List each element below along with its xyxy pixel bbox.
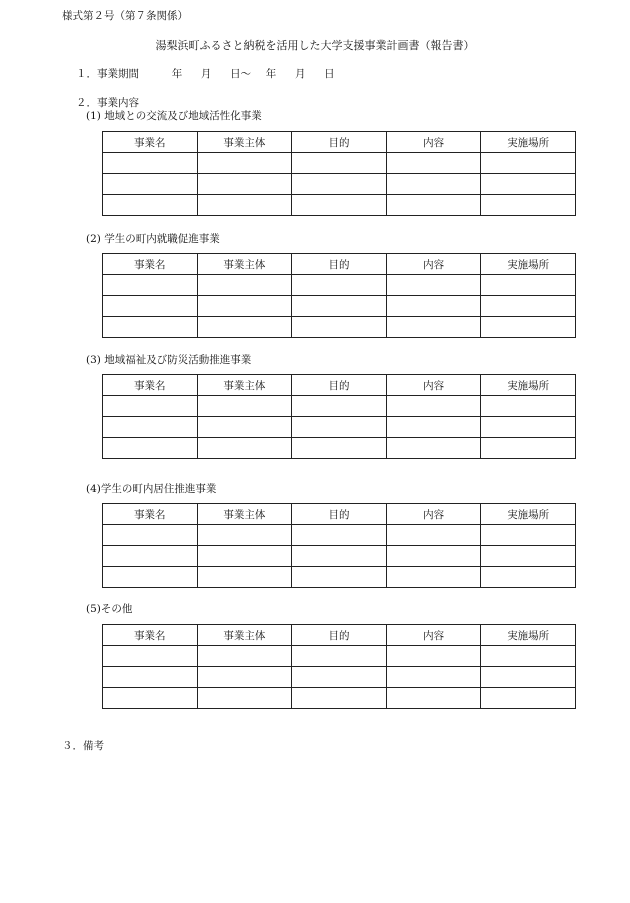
table-row	[103, 438, 576, 459]
table-cell[interactable]	[386, 153, 481, 174]
period-label: １．事業期間	[76, 68, 139, 80]
table-cell[interactable]	[103, 396, 198, 417]
table-cell[interactable]	[292, 317, 387, 338]
table-cell[interactable]	[197, 688, 292, 709]
project-table	[102, 624, 576, 709]
table-cell[interactable]	[103, 688, 198, 709]
column-header: 目的	[292, 625, 387, 646]
table-cell[interactable]	[386, 646, 481, 667]
column-header: 内容	[386, 132, 481, 153]
table-row	[103, 525, 576, 546]
column-header: 事業主体	[197, 375, 292, 396]
table-row	[103, 567, 576, 588]
table-cell[interactable]	[292, 646, 387, 667]
table-cell[interactable]	[197, 396, 292, 417]
table-cell[interactable]	[292, 567, 387, 588]
table-cell[interactable]	[481, 396, 576, 417]
table-header-row	[103, 504, 576, 525]
table-cell[interactable]	[386, 195, 481, 216]
table-row	[103, 317, 576, 338]
column-header: 内容	[386, 375, 481, 396]
remarks-heading: ３．備考	[62, 740, 104, 752]
column-header: 事業名	[103, 625, 198, 646]
table-cell[interactable]	[481, 525, 576, 546]
table-cell[interactable]	[197, 153, 292, 174]
table-cell[interactable]	[292, 195, 387, 216]
table-cell[interactable]	[292, 296, 387, 317]
column-header: 実施場所	[481, 375, 576, 396]
column-header: 事業主体	[197, 254, 292, 275]
table-cell[interactable]	[103, 317, 198, 338]
table-cell[interactable]	[197, 546, 292, 567]
table-cell[interactable]	[481, 153, 576, 174]
table-cell[interactable]	[292, 153, 387, 174]
table-cell[interactable]	[481, 688, 576, 709]
section-title: (2) 学生の町内就職促進事業	[86, 233, 220, 245]
section-title: (4)学生の町内居住推進事業	[86, 483, 217, 495]
table-cell[interactable]	[386, 546, 481, 567]
table-cell[interactable]	[197, 646, 292, 667]
table-cell[interactable]	[197, 275, 292, 296]
table-header-row	[103, 625, 576, 646]
table-cell[interactable]	[292, 174, 387, 195]
table-cell[interactable]	[103, 546, 198, 567]
project-period-row	[76, 69, 335, 80]
column-header: 事業名	[103, 254, 198, 275]
table-cell[interactable]	[292, 275, 387, 296]
table-cell[interactable]	[197, 438, 292, 459]
column-header: 事業名	[103, 504, 198, 525]
form-number-label: 様式第２号（第７条関係）	[62, 10, 188, 22]
table-cell[interactable]	[481, 296, 576, 317]
section-title: (3) 地域福祉及び防災活動推進事業	[86, 354, 252, 366]
table-cell[interactable]	[197, 567, 292, 588]
column-header: 目的	[292, 254, 387, 275]
table-header-row	[103, 132, 576, 153]
table-cell[interactable]	[481, 438, 576, 459]
table-cell[interactable]	[197, 296, 292, 317]
table-cell[interactable]	[197, 525, 292, 546]
column-header: 目的	[292, 375, 387, 396]
project-table	[102, 131, 576, 216]
period-start-day: 日〜	[230, 68, 252, 80]
table-cell[interactable]	[292, 396, 387, 417]
table-cell[interactable]	[103, 153, 198, 174]
period-start-month: 月	[200, 68, 212, 80]
column-header: 事業名	[103, 375, 198, 396]
period-end-year: 年	[265, 68, 277, 80]
table-header-row	[103, 254, 576, 275]
table-cell[interactable]	[103, 646, 198, 667]
table-cell[interactable]	[386, 317, 481, 338]
table-row	[103, 174, 576, 195]
table-cell[interactable]	[197, 417, 292, 438]
table-row	[103, 275, 576, 296]
table-row	[103, 646, 576, 667]
table-cell[interactable]	[386, 567, 481, 588]
column-header: 目的	[292, 504, 387, 525]
table-cell[interactable]	[292, 667, 387, 688]
column-header: 実施場所	[481, 132, 576, 153]
table-row	[103, 396, 576, 417]
table-cell[interactable]	[481, 275, 576, 296]
table-cell[interactable]	[197, 667, 292, 688]
table-cell[interactable]	[386, 525, 481, 546]
period-end-day: 日	[324, 68, 335, 80]
table-cell[interactable]	[197, 317, 292, 338]
table-header-row	[103, 375, 576, 396]
table-cell[interactable]	[292, 688, 387, 709]
table-cell[interactable]	[292, 438, 387, 459]
table-cell[interactable]	[292, 546, 387, 567]
period-start-year: 年	[171, 68, 183, 80]
table-cell[interactable]	[481, 174, 576, 195]
column-header: 事業主体	[197, 132, 292, 153]
table-cell[interactable]	[103, 667, 198, 688]
column-header: 内容	[386, 504, 481, 525]
table-cell[interactable]	[481, 417, 576, 438]
project-table	[102, 503, 576, 588]
column-header: 実施場所	[481, 625, 576, 646]
column-header: 事業主体	[197, 625, 292, 646]
table-row	[103, 417, 576, 438]
table-cell[interactable]	[103, 417, 198, 438]
table-cell[interactable]	[481, 646, 576, 667]
section-title: (1) 地域との交流及び地域活性化事業	[86, 110, 262, 122]
project-table	[102, 374, 576, 459]
table-cell[interactable]	[103, 296, 198, 317]
column-header: 内容	[386, 625, 481, 646]
table-cell[interactable]	[481, 567, 576, 588]
column-header: 実施場所	[481, 504, 576, 525]
table-cell[interactable]	[197, 174, 292, 195]
column-header: 事業主体	[197, 504, 292, 525]
table-cell[interactable]	[386, 174, 481, 195]
table-cell[interactable]	[386, 667, 481, 688]
table-cell[interactable]	[103, 174, 198, 195]
period-end-month: 月	[294, 68, 306, 80]
table-cell[interactable]	[481, 317, 576, 338]
table-cell[interactable]	[103, 525, 198, 546]
section-title: (5)その他	[86, 603, 133, 615]
table-cell[interactable]	[481, 667, 576, 688]
document-title: 湯梨浜町ふるさと納税を活用した大学支援事業計画書（報告書）	[155, 39, 475, 52]
table-row	[103, 667, 576, 688]
table-cell[interactable]	[386, 296, 481, 317]
table-cell[interactable]	[386, 438, 481, 459]
table-cell[interactable]	[481, 546, 576, 567]
table-cell[interactable]	[386, 688, 481, 709]
table-row	[103, 153, 576, 174]
table-cell[interactable]	[197, 195, 292, 216]
column-header: 内容	[386, 254, 481, 275]
table-row	[103, 546, 576, 567]
table-cell[interactable]	[386, 417, 481, 438]
table-cell[interactable]	[386, 396, 481, 417]
table-row	[103, 195, 576, 216]
table-cell[interactable]	[386, 275, 481, 296]
project-content-heading: ２．事業内容	[76, 97, 139, 109]
column-header: 目的	[292, 132, 387, 153]
table-cell[interactable]	[481, 195, 576, 216]
column-header: 実施場所	[481, 254, 576, 275]
table-cell[interactable]	[292, 525, 387, 546]
table-row	[103, 296, 576, 317]
column-header: 事業名	[103, 132, 198, 153]
table-cell[interactable]	[103, 567, 198, 588]
table-cell[interactable]	[103, 438, 198, 459]
project-table	[102, 253, 576, 338]
table-cell[interactable]	[292, 417, 387, 438]
table-row	[103, 688, 576, 709]
table-cell[interactable]	[103, 195, 198, 216]
table-cell[interactable]	[103, 275, 198, 296]
